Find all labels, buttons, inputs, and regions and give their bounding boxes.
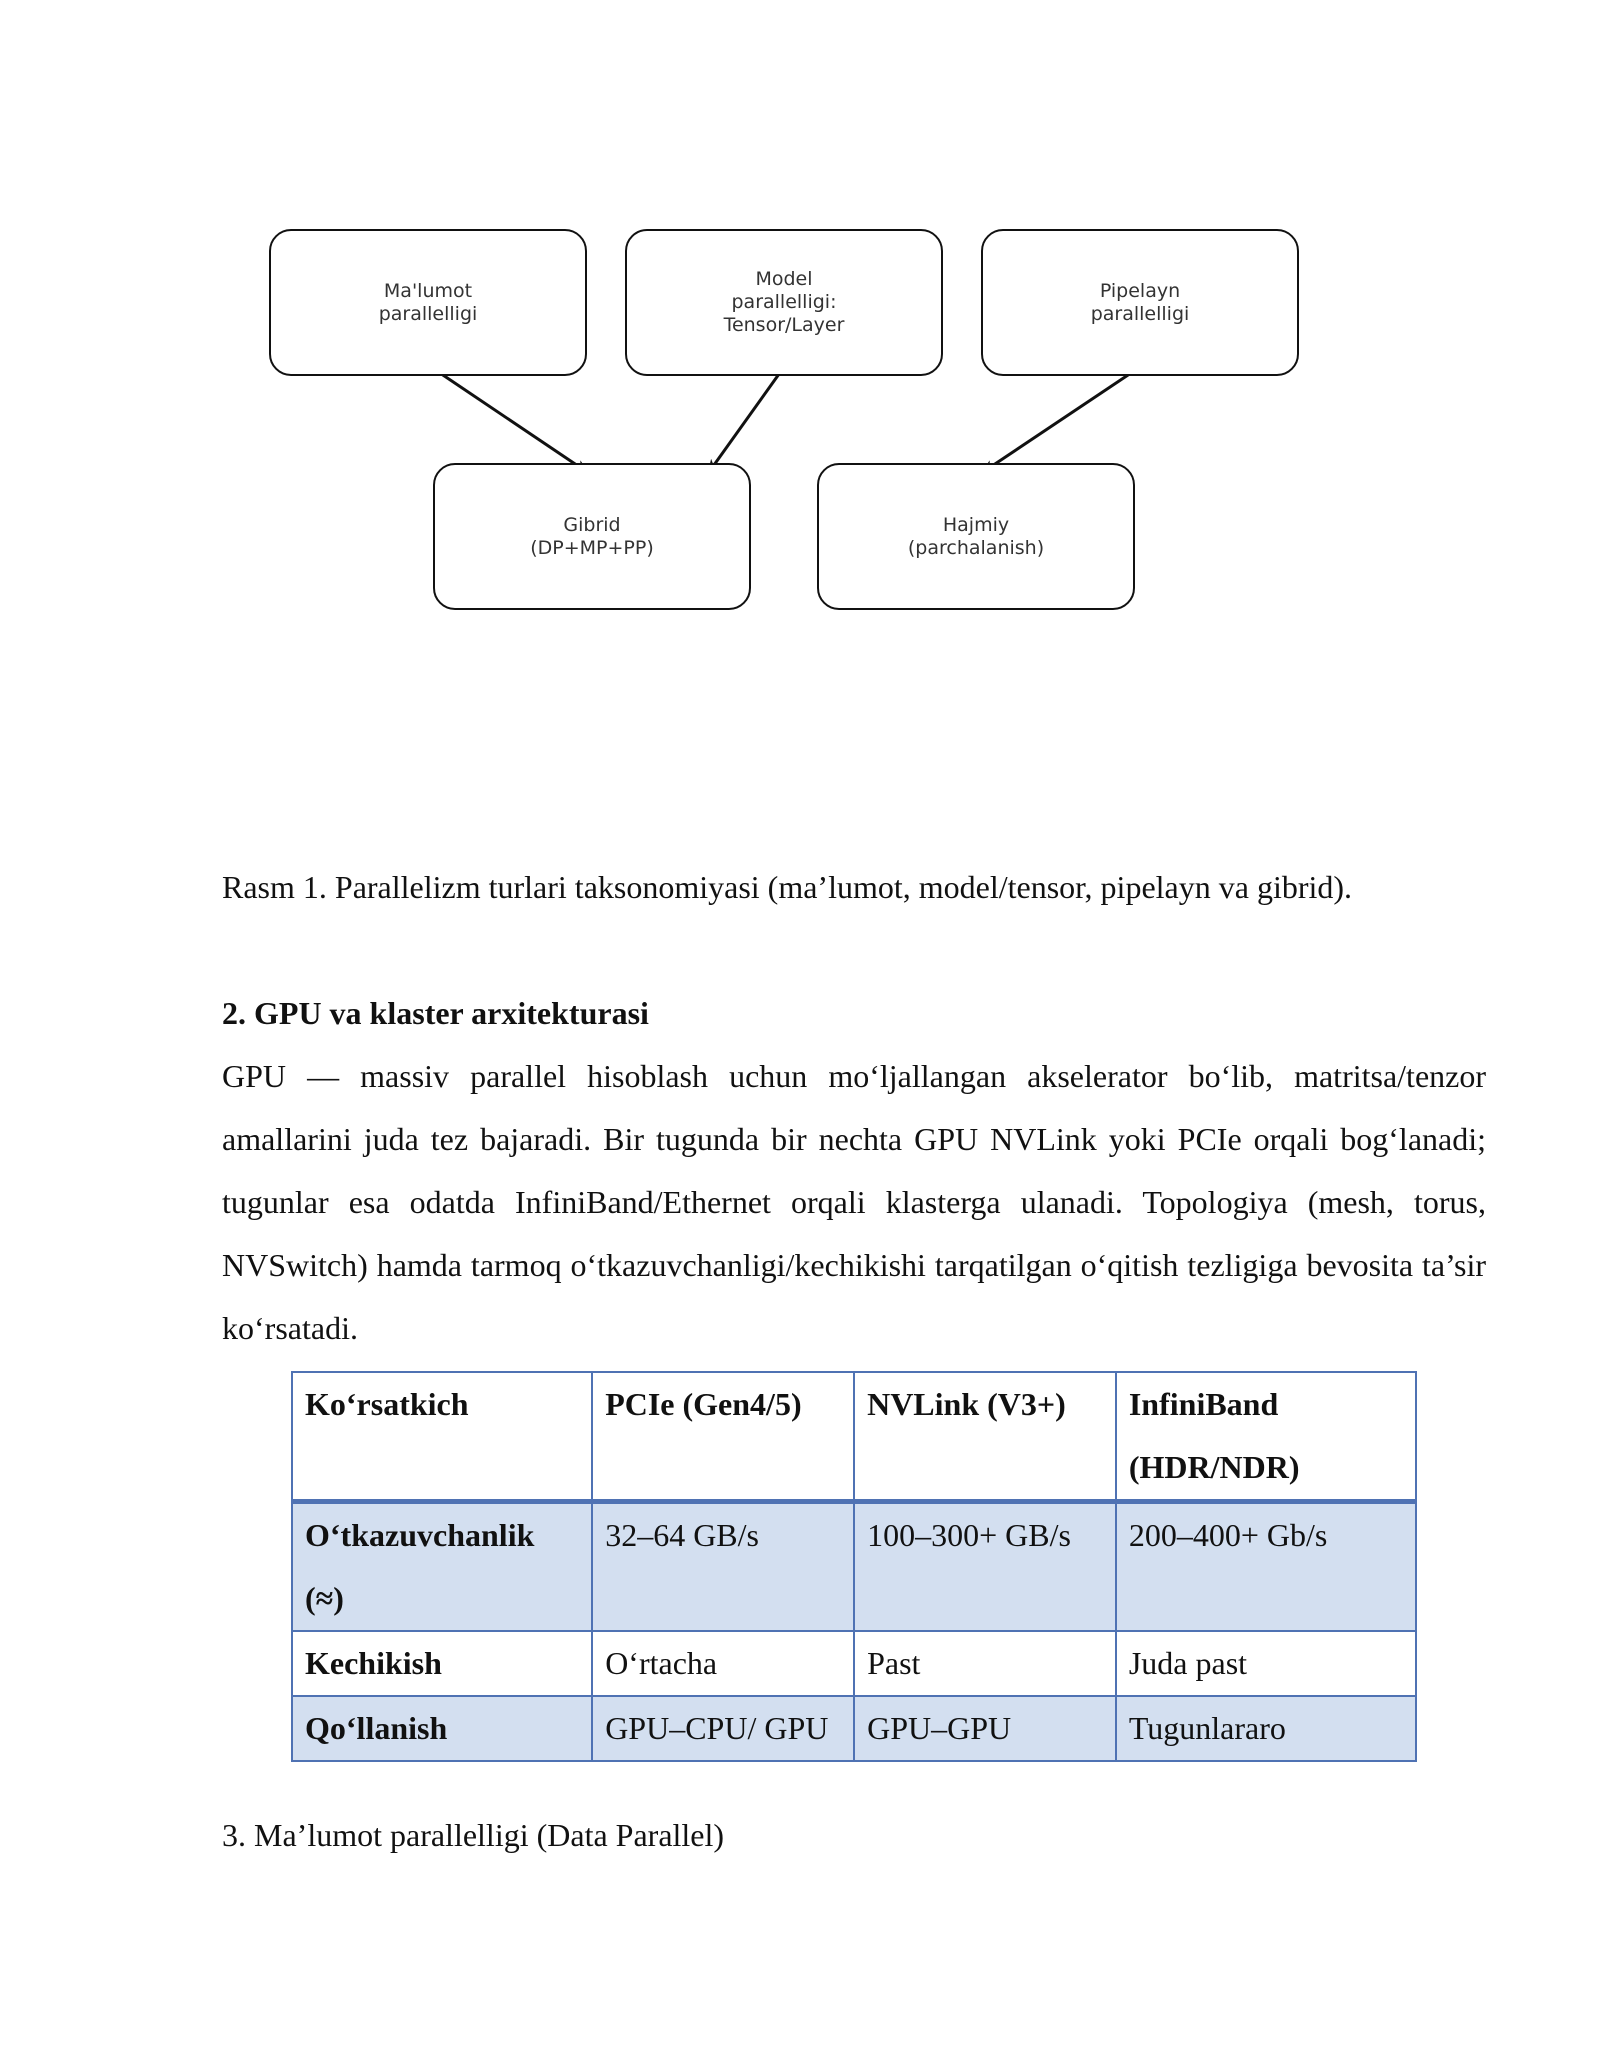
- section-heading: 3. Ma’lumot parallelligi (Data Parallel): [222, 1817, 725, 1853]
- table-row-header: Qo‘llanish: [292, 1696, 592, 1761]
- table-row-header: Kechikish: [292, 1631, 592, 1696]
- interconnect-comparison-table: [291, 1371, 1417, 1762]
- table-row: [292, 1696, 1416, 1761]
- node-label: Ma'lumot parallelligi: [378, 279, 478, 325]
- table-cell: 100–300+ GB/s: [854, 1502, 1116, 1632]
- node-label: Gibrid (DP+MP+PP): [530, 513, 654, 559]
- node-hajmiy: [817, 463, 1135, 610]
- table-cell: GPU–CPU/ GPU: [592, 1696, 854, 1761]
- table-row-header: O‘tkazuvchanlik (≈): [292, 1502, 592, 1632]
- table-cell: Juda past: [1116, 1631, 1416, 1696]
- table-cell: Tugunlararo: [1116, 1696, 1416, 1761]
- table-cell: Past: [854, 1631, 1116, 1696]
- parallelism-taxonomy-diagram: [0, 0, 1600, 700]
- body-paragraph: GPU — massiv parallel hisoblash uchun mo‘ljallangan akselerator bo‘lib, matritsa/tenzor amallarini juda tez bajaradi. Bir tugunda bir nechta GPU NVLink yoki PCIe orqali bog‘lanadi; tugunlar esa odatda InfiniBand/Ethernet orqali klasterga ulanadi. Topologiya (mesh, torus, NVSwitch) hamda tarmoq o‘tkazuvchanligi/kechikishi tarqatilgan o‘qitish tezligiga bevosita ta’sir ko‘rsatadi.: [222, 1058, 1486, 1346]
- table-header-cell: PCIe (Gen4/5): [592, 1372, 854, 1502]
- table-header-cell: NVLink (V3+): [854, 1372, 1116, 1502]
- arrow-pipelayn-to-hajmiy: [983, 367, 1140, 472]
- node-model-parallelligi: [625, 229, 943, 376]
- figure-caption: Rasm 1. Parallelizm turlari taksonomiyasi (ma’lumot, model/tensor, pipelayn va gibrid).: [222, 869, 1353, 905]
- table-header-row: [292, 1372, 1416, 1502]
- node-gibrid: [433, 463, 751, 610]
- table-header-cell: InfiniBand (HDR/NDR): [1116, 1372, 1416, 1502]
- node-pipelayn-parallelligi: [981, 229, 1299, 376]
- node-label: Pipelayn parallelligi: [1090, 279, 1190, 325]
- node-label: Model parallelligi: Tensor/Layer: [723, 268, 845, 336]
- table-row: [292, 1502, 1416, 1632]
- arrow-model-to-gibrid: [709, 367, 784, 472]
- node-label: Hajmiy (parchalanish): [907, 513, 1045, 559]
- table-header-cell: Ko‘rsatkich: [292, 1372, 592, 1502]
- table-cell: 32–64 GB/s: [592, 1502, 854, 1632]
- table-cell: O‘rtacha: [592, 1631, 854, 1696]
- arrow-malumot-to-gibrid: [431, 367, 587, 472]
- section-heading: 2. GPU va klaster arxitekturasi: [222, 995, 649, 1031]
- table-cell: 200–400+ Gb/s: [1116, 1502, 1416, 1632]
- table-cell: GPU–GPU: [854, 1696, 1116, 1761]
- node-malumot-parallelligi: [269, 229, 587, 376]
- table-row: [292, 1631, 1416, 1696]
